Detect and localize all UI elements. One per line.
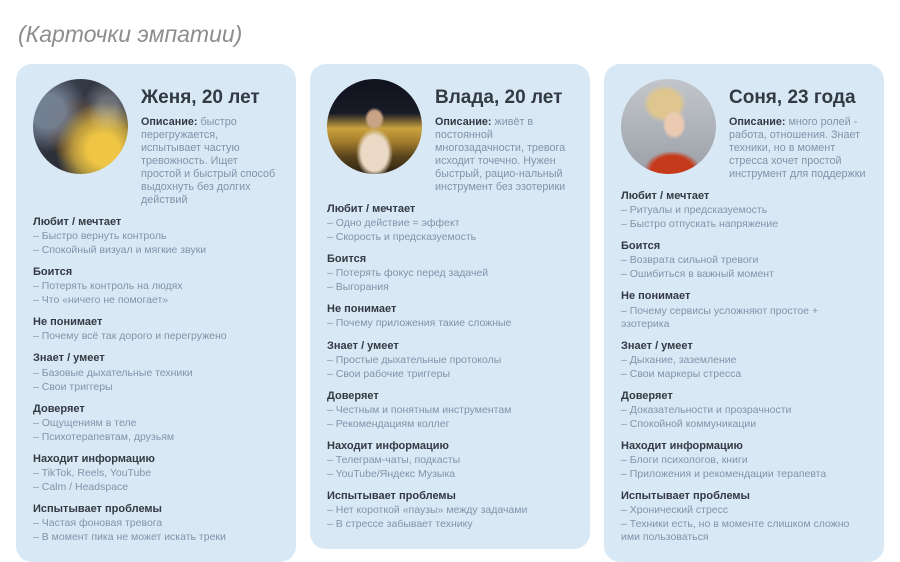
section-item: – Скорость и предсказуемость [327,231,477,244]
section-item: – Спокойный визуал и мягкие звуки [33,244,207,257]
avatar-photo-girl-dark-hair-city-taxi [33,79,128,174]
section-title: Находит информацию [621,440,743,452]
section-title: Испытывает проблемы [621,490,750,503]
persona-description [729,116,867,181]
avatar-photo-girl-night-golden-lights [327,79,422,174]
section-title: Боится [327,253,367,266]
section-item: – Блоги психологов, книги [621,454,748,467]
section-item: – Потерять контроль на людях [33,280,183,293]
section-item: – YouTube/Яндекс Музыка [327,468,456,481]
persona-name: Женя, 20 лет [141,87,260,109]
section-title: Знает / умеет [327,339,399,352]
section-item: – Простые дыхательные протоколы [327,353,502,366]
section-item: – Ошибиться в важный момент [621,268,774,281]
section-item: – Calm / Headspace [33,481,129,494]
section-item: – В момент пика не может искать треки [33,531,226,544]
section-title: Любит / мечтает [33,215,122,228]
section-item: – Доказательности и прозрачности [621,403,792,416]
card-head-text [729,79,867,181]
section-title: Знает / умеет [621,339,693,352]
section-item: – Ощущениям в теле [33,416,137,429]
card-head-text [141,79,279,207]
persona-description [141,116,279,207]
section-title: Любит / мечтает [327,202,416,215]
description-text: живёт в постоянной многозадачности, тревога исходит точечно. Нужен быстрый, рацио-нальный инструмент без эзотерики [435,116,566,193]
section-item: – Частая фоновая тревога [33,517,163,530]
persona-description [435,116,573,194]
empathy-card [16,64,296,562]
description-label: Описание: [141,116,198,129]
section-item: – Потерять фокус перед задачей [327,267,489,280]
section-item: – Быстро отпускать напряжение [621,218,779,231]
section-item: – Честным и понятным инструментам [327,403,512,416]
section-title: Доверяет [327,389,379,402]
section-title: Доверяет [33,402,85,415]
section-item: – Почему всё так дорого и перегружено [33,330,227,343]
empathy-card [310,64,590,549]
section-item: – Телеграм-чаты, подкасты [327,454,461,467]
section-item: – Хронический стресс [621,504,729,517]
description-text: много ролей - работа, отношения. Знает техники, но в момент стресса хочет простой инструмент для поддержки [729,116,866,180]
section-item: – Что «ничего не помогает» [33,294,169,307]
section-item: – Выгорания [327,281,389,294]
section-title: Любит / мечтает [621,189,710,202]
section-item: – Свои триггеры [33,380,113,393]
card-sections [621,190,867,545]
description-text: быстро перегружается, испытывает частую тревожность. Ищет простой и быстрый способ выдохнуть без долгих действий [141,116,276,206]
section-item: – Свои рабочие триггеры [327,367,450,380]
page-title: (Карточки эмпатии) [18,21,243,47]
section-title: Доверяет [621,389,673,402]
section-title: Испытывает проблемы [327,490,456,503]
section-item: – В стрессе забывает технику [327,518,473,531]
section-title: Боится [621,240,661,253]
section-title: Не понимает [33,316,103,329]
section-item: – Почему сервисы усложняют простое + эзотерика [621,304,819,330]
section-item: – Базовые дыхательные техники [33,366,193,379]
empathy-card [604,64,884,562]
section-title: Знает / умеет [33,352,105,365]
section-item: – Приложения и рекомендации терапевта [621,468,827,481]
section-item: – Рекомендациям коллег [327,417,450,430]
section-title: Находит информацию [33,452,155,465]
section-item: – Свои маркеры стресса [621,367,742,380]
section-item: – Нет короткой «паузы» между задачами [327,504,528,517]
card-sections [33,216,279,545]
card-header [33,79,279,207]
persona-name: Соня, 23 года [729,87,856,109]
section-item: – Возврата сильной тревоги [621,254,759,267]
description-label: Описание: [729,116,786,129]
section-item: – Спокойной коммуникации [621,417,757,430]
persona-name: Влада, 20 лет [435,87,563,109]
section-item: – Быстро вернуть контроль [33,230,167,242]
section-title: Не понимает [621,290,691,303]
cards-row [16,64,884,562]
section-title: Не понимает [327,303,397,316]
section-title: Испытывает проблемы [33,503,162,516]
card-head-text [435,79,573,194]
section-item: – Техники есть, но в моменте слишком сложно ими пользоваться [621,518,850,544]
section-item: – Дыхание, заземление [621,353,737,366]
section-item: – Психотерапевтам, друзьям [33,430,175,443]
section-title: Находит информацию [327,439,449,452]
avatar-photo-blonde-woman-red-top [621,79,716,174]
section-item: – Ритуалы и предсказуемость [621,204,768,217]
card-header [621,79,867,181]
section-item: – TikTok, Reels, YouTube [33,467,152,480]
section-title: Боится [33,266,73,279]
section-item: – Почему приложения такие сложные [327,317,512,330]
card-header [327,79,573,194]
section-item: – Одно действие = эффект [327,217,460,230]
card-sections [327,203,573,532]
description-label: Описание: [435,116,492,129]
